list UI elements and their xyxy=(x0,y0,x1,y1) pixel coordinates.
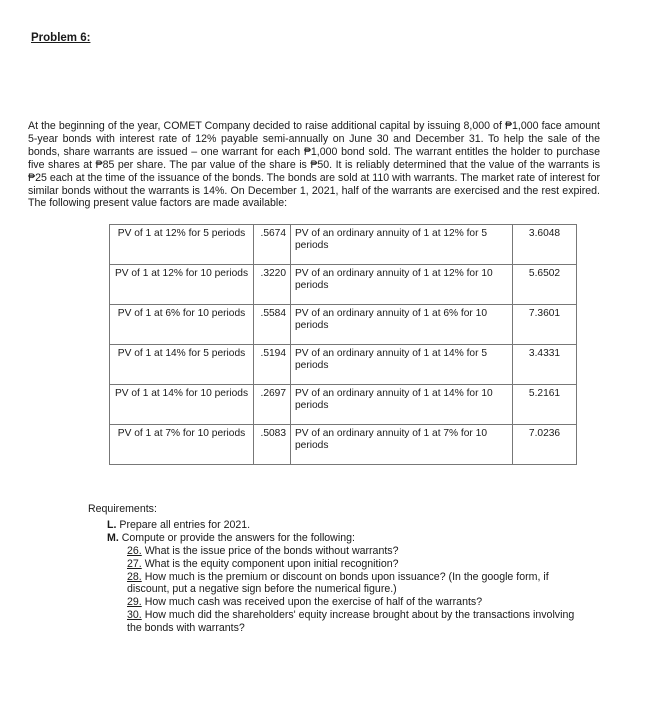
present-value-table xyxy=(109,224,577,465)
question-number: 29. xyxy=(127,596,142,609)
pv-right-value: 3.6048 xyxy=(513,225,577,265)
pv-table-row xyxy=(110,225,577,265)
question-text: What is the issue price of the bonds without warrants? xyxy=(144,544,399,557)
question-item xyxy=(127,571,588,597)
requirement-m-text: Compute or provide the answers for the following: xyxy=(121,531,355,544)
pv-left-value: .5674 xyxy=(254,225,291,265)
requirement-l-text: Prepare all entries for 2021. xyxy=(119,518,251,531)
requirements-heading: Requirements: xyxy=(88,503,157,515)
pv-table-row xyxy=(110,385,577,425)
pv-right-value: 5.6502 xyxy=(513,265,577,305)
question-list xyxy=(88,545,588,635)
pv-left-label: PV of 1 at 12% for 5 periods xyxy=(110,225,254,265)
requirement-m xyxy=(107,532,588,545)
question-number: 27. xyxy=(127,557,142,570)
pv-left-value: .5194 xyxy=(254,345,291,385)
pv-right-value: 7.3601 xyxy=(513,305,577,345)
pv-left-value: .3220 xyxy=(254,265,291,305)
question-item xyxy=(127,558,588,571)
requirement-m-label: M. xyxy=(107,531,119,544)
pv-left-label: PV of 1 at 7% for 10 periods xyxy=(110,425,254,465)
question-item xyxy=(127,545,588,558)
question-text: How much did the shareholders' equity increase brought about by the transactions involving the bonds with warrants? xyxy=(127,609,575,635)
question-text: What is the equity component upon initial recognition? xyxy=(144,557,399,570)
question-text: How much is the premium or discount on bonds upon issuance? (In the google form, if discount, put a negative sign before the numerical figure.) xyxy=(127,570,549,596)
requirements-section xyxy=(88,503,588,635)
pv-left-value: .5083 xyxy=(254,425,291,465)
problem-title: Problem 6: xyxy=(31,32,91,44)
pv-left-value: .2697 xyxy=(254,385,291,425)
question-number: 26. xyxy=(127,544,142,557)
pv-left-label: PV of 1 at 6% for 10 periods xyxy=(110,305,254,345)
question-number: 28. xyxy=(127,570,142,583)
pv-right-value: 3.4331 xyxy=(513,345,577,385)
pv-table-row xyxy=(110,305,577,345)
problem-statement: At the beginning of the year, COMET Company decided to raise additional capital by issuing 8,000 of ₱1,000 face amount 5-year bonds with interest rate of 12% payable semi-annually on June 30 and December 31. To help the sale of the bonds, share warrants are issued – one warrant for each ₱1,000 bond sold. The warrant entitles the holder to purchase five shares at ₱85 per share. The par value of the share is ₱50. It is reliably determined that the value of the warrants is ₱25 each at the time of the issuance of the bonds. The bonds are sold at 110 with warrants. The market rate of interest for similar bonds without the warrants is 14%. On December 1, 2021, half of the warrants are exercised and the rest expired. The following present value factors are made available: xyxy=(28,120,600,210)
pv-table-row xyxy=(110,265,577,305)
pv-right-value: 7.0236 xyxy=(513,425,577,465)
requirement-l xyxy=(107,519,588,532)
pv-left-label: PV of 1 at 14% for 10 periods xyxy=(110,385,254,425)
pv-left-value: .5584 xyxy=(254,305,291,345)
pv-right-label: PV of an ordinary annuity of 1 at 12% for 10 periods xyxy=(291,265,513,305)
question-item xyxy=(127,609,588,635)
pv-left-label: PV of 1 at 12% for 10 periods xyxy=(110,265,254,305)
pv-right-label: PV of an ordinary annuity of 1 at 6% for 10 periods xyxy=(291,305,513,345)
pv-right-label: PV of an ordinary annuity of 1 at 14% for 10 periods xyxy=(291,385,513,425)
pv-right-value: 5.2161 xyxy=(513,385,577,425)
pv-table-row xyxy=(110,425,577,465)
question-text: How much cash was received upon the exercise of half of the warrants? xyxy=(144,596,483,609)
pv-right-label: PV of an ordinary annuity of 1 at 12% for 5 periods xyxy=(291,225,513,265)
question-number: 30. xyxy=(127,609,142,622)
pv-right-label: PV of an ordinary annuity of 1 at 14% for 5 periods xyxy=(291,345,513,385)
pv-left-label: PV of 1 at 14% for 5 periods xyxy=(110,345,254,385)
pv-table-row xyxy=(110,345,577,385)
pv-right-label: PV of an ordinary annuity of 1 at 7% for 10 periods xyxy=(291,425,513,465)
requirement-l-label: L. xyxy=(107,518,117,531)
question-item xyxy=(127,596,588,609)
